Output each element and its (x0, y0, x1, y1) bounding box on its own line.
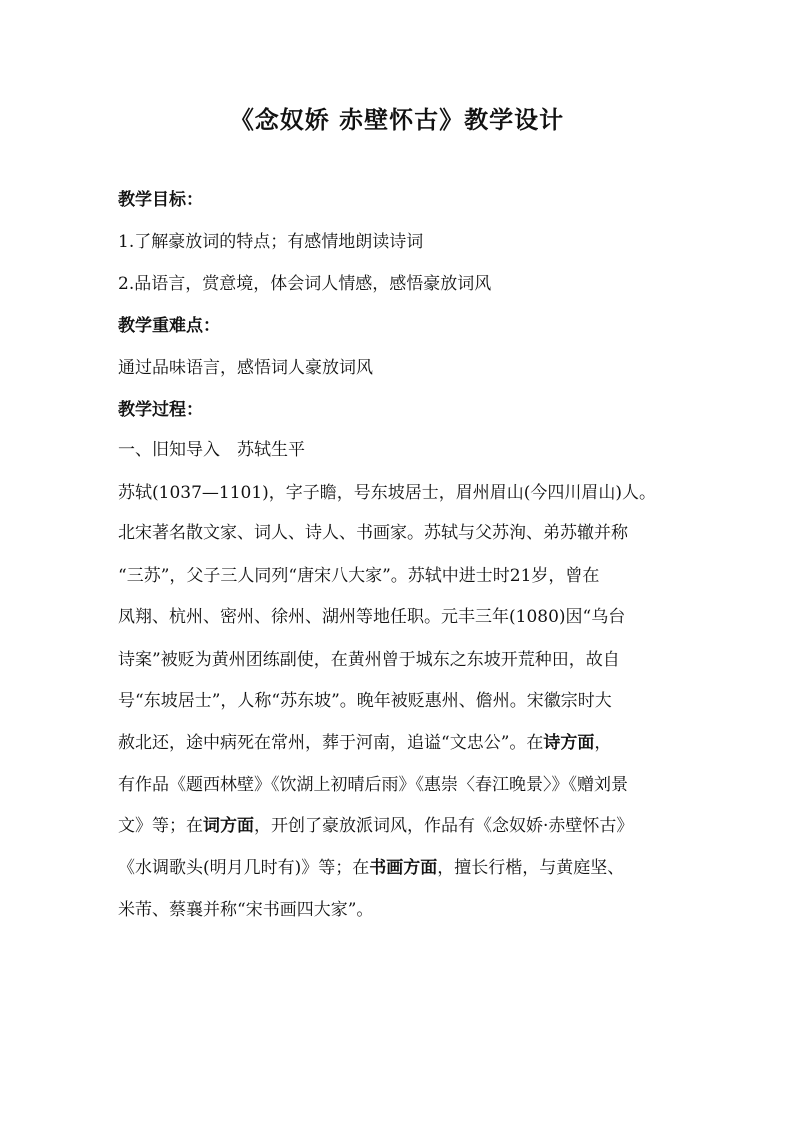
bio-line-3: “三苏”，父子三人同列“唐宋八大家”。苏轼中进士时21岁，曾在 (118, 566, 600, 586)
bio-line-1: 苏轼(1037—1101)，字子瞻，号东坡居士，眉州眉山(今四川眉山)人。 (118, 483, 657, 503)
bio-line-11: 米芾、蔡襄并称“宋书画四大家”。 (118, 900, 374, 920)
bio-line-9 (118, 814, 698, 838)
bio-line-9-text-c: ，开创了豪放派词风，作品有《念奴娇·赤壁怀古》 (254, 816, 634, 836)
bio-line-6: 号“东坡居士”，人称“苏东坡”。晚年被贬惠州、儋州。宋徽宗时大 (118, 691, 612, 711)
bio-line-7-text-c: ， (594, 733, 612, 753)
objectives-heading: 教学目标： (118, 190, 203, 210)
bio-line-2: 北宋著名散文家、词人、诗人、书画家。苏轼与父苏洵、弟苏辙并称 (118, 523, 628, 543)
bio-line-5: 诗案”被贬为黄州团练副使，在黄州曾于城东之东坡开荒种田，故自 (118, 650, 620, 670)
bio-line-4: 凤翔、杭州、密州、徐州、湖州等地任职。元丰三年(1080)因“乌台 (118, 607, 626, 627)
objective-item-2: 2.品语言，赏意境，体会词人情感，感悟豪放词风 (118, 274, 492, 294)
bio-line-8: 有作品《题西林壁》《饮湖上初晴后雨》《惠崇〈春江晚景〉》《赠刘景 (118, 775, 628, 795)
bio-line-10-text-a: 《水调歌头(明月几时有)》等；在 (118, 858, 370, 878)
bio-line-7-text-a: 赦北还，途中病死在常州，葬于河南，追谥“文忠公”。在 (118, 733, 544, 753)
poetry-aspect-label: 诗方面 (543, 733, 595, 753)
bio-line-10 (118, 856, 698, 880)
bio-line-10-text-c: ，擅长行楷，与黄庭坚、 (437, 858, 625, 878)
bio-line-9-text-a: 文》等；在 (118, 816, 203, 836)
process-heading: 教学过程： (118, 400, 203, 420)
calligraphy-aspect-label: 书画方面 (369, 858, 438, 878)
key-points-text: 通过品味语言，感悟词人豪放词风 (118, 358, 373, 378)
objective-item-1: 1.了解豪放词的特点；有感情地朗读诗词 (118, 232, 424, 252)
bio-line-7 (118, 731, 698, 755)
key-points-heading: 教学重难点： (118, 316, 220, 336)
step1-title: 一、旧知导入 苏轼生平 (118, 440, 305, 460)
ci-aspect-label: 词方面 (203, 816, 254, 836)
document-title: 《念奴娇 赤壁怀古》教学设计 (229, 105, 565, 134)
